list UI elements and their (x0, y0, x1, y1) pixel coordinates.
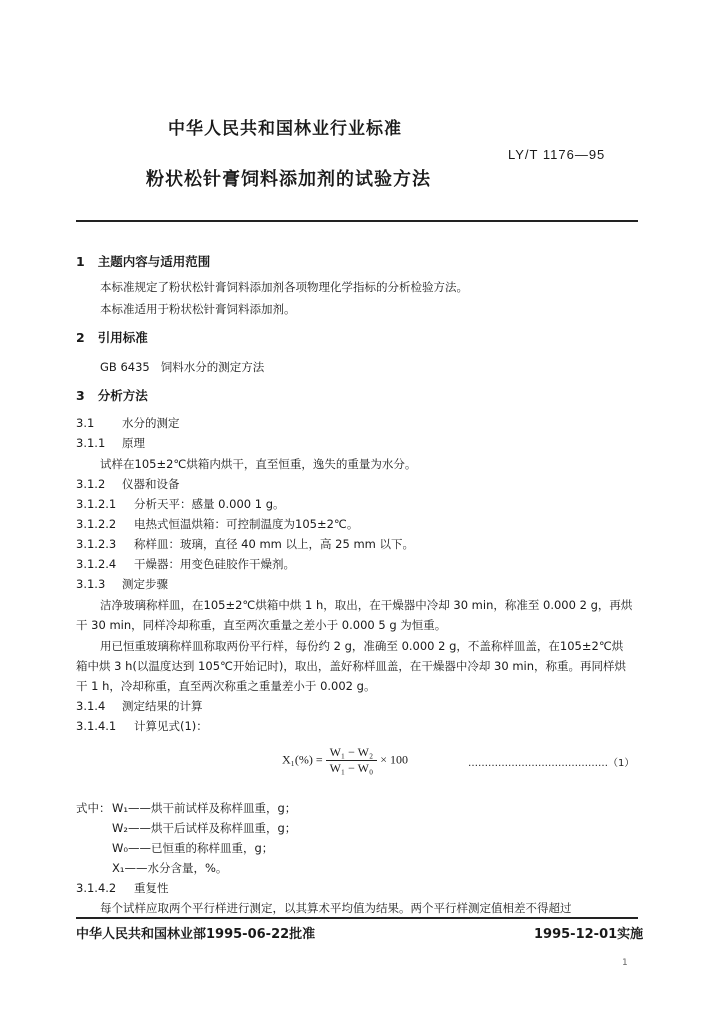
page-number: 1 (622, 958, 628, 968)
heading-3-1-2 (76, 476, 180, 492)
paragraph: 用已恒重玻璃称样皿称取两份平行样，每份约 2 g，准确至 0.000 2 g，不盖称样皿盖，在105±2℃烘 (100, 639, 624, 653)
clause-title: 水分的测定 (122, 416, 180, 430)
paragraph: 本标准规定了粉状松针膏饲料添加剂各项物理化学指标的分析检验方法。 (100, 280, 468, 294)
reference-entry (100, 359, 264, 375)
document-title: 粉状松针膏饲料添加剂的试验方法 (146, 169, 431, 190)
clause-title: 仪器和设备 (122, 477, 180, 491)
paragraph: 箱中烘 3 h(以温度达到 105℃开始记时)，取出，盖好称样皿盖，在干燥器中冷却 30 min，称重。再同样烘 (76, 659, 627, 673)
section-1-heading (76, 252, 210, 270)
reference-title: 饲料水分的测定方法 (160, 360, 265, 374)
section-title: 引用标准 (97, 330, 148, 345)
heading-3-1-4 (76, 698, 203, 714)
item-3-1-2-2 (76, 516, 358, 532)
section-number: 3 (76, 388, 85, 403)
clause-number: 3.1.2 (76, 477, 106, 491)
item-3-1-2-1 (76, 496, 285, 512)
formula-rhs: × 100 (380, 752, 408, 767)
heading-3-1 (76, 415, 180, 431)
clause-number: 3.1 (76, 416, 95, 430)
clause-title: 重复性 (134, 881, 169, 895)
heading-3-1-4-2 (76, 880, 169, 896)
variable-definition: W₁——烘干前试样及称样皿重，g； (112, 801, 297, 815)
clause-number: 3.1.2.1 (76, 497, 117, 511)
reference-code: GB 6435 (100, 360, 150, 374)
clause-text: 电热式恒温烘箱：可控制温度为105±2℃。 (134, 517, 359, 531)
moisture-formula (282, 745, 408, 776)
clause-text: 分析天平：感量 0.000 1 g。 (134, 497, 285, 511)
clause-number: 3.1.4.2 (76, 881, 117, 895)
section-number: 1 (76, 254, 85, 269)
section-2-heading (76, 328, 148, 346)
effective-date: 1995-12-01实施 (534, 927, 644, 942)
formula-denominator: W₁ − W₀ (329, 761, 374, 775)
item-3-1-2-4 (76, 556, 295, 572)
clause-number: 3.1.2.3 (76, 537, 117, 551)
formula-lhs: X₁(%) = (282, 752, 323, 767)
clause-title: 计算见式(1)： (134, 719, 208, 733)
clause-number: 3.1.4 (76, 699, 106, 713)
clause-number: 3.1.2.4 (76, 557, 117, 571)
formula-numerator: W₁ − W₂ (326, 745, 378, 761)
paragraph: 干 1 h，冷却称重，直至两次称重之重量差小于 0.002 g。 (76, 679, 376, 693)
equation-number: ……………………………………（1） (468, 758, 635, 769)
approval-date: 中华人民共和国林业部1995-06-22批准 (76, 927, 316, 942)
clause-title: 测定步骤 (122, 577, 168, 591)
heading-3-1-4-1 (76, 718, 208, 734)
clause-number: 3.1.1 (76, 436, 106, 450)
variable-definition: X₁——水分含量，%。 (112, 861, 228, 875)
section-title: 主题内容与适用范围 (97, 254, 211, 269)
paragraph: 每个试样应取两个平行样进行测定，以其算术平均值为结果。两个平行样测定值相差不得超过 (100, 901, 572, 915)
clause-number: 3.1.2.2 (76, 517, 117, 531)
header-divider (76, 220, 638, 222)
variable-definition: W₂——烘干后试样及称样皿重，g； (112, 821, 297, 835)
clause-title: 测定结果的计算 (122, 699, 203, 713)
standard-code: LY/T 1176—95 (508, 147, 606, 162)
where-label: 式中： (76, 801, 111, 815)
heading-3-1-3 (76, 576, 168, 592)
issuing-organization: 中华人民共和国林业行业标准 (168, 119, 402, 139)
section-3-heading (76, 386, 148, 404)
clause-number: 3.1.3 (76, 577, 106, 591)
paragraph: 本标准适用于粉状松针膏饲料添加剂。 (100, 302, 296, 316)
section-number: 2 (76, 330, 85, 345)
section-title: 分析方法 (97, 388, 148, 403)
clause-text: 干燥器：用变色硅胶作干燥剂。 (134, 557, 295, 571)
heading-3-1-1 (76, 435, 145, 451)
paragraph: 洁净玻璃称样皿，在105±2℃烘箱中烘 1 h，取出，在干燥器中冷却 30 min，称准至 0.000 2 g，再烘 (100, 598, 633, 612)
formula-fraction (326, 745, 378, 776)
clause-number: 3.1.4.1 (76, 719, 117, 733)
clause-text: 称样皿：玻璃，直径 40 mm 以上，高 25 mm 以下。 (134, 537, 415, 551)
item-3-1-2-3 (76, 536, 414, 552)
variable-definition: W₀——已恒重的称样皿重，g； (112, 841, 274, 855)
footer-divider (76, 917, 638, 919)
clause-title: 原理 (122, 436, 145, 450)
paragraph: 试样在105±2℃烘箱内烘干，直至恒重，逸失的重量为水分。 (100, 457, 417, 471)
paragraph: 干 30 min，同样冷却称重，直至两次重量之差小于 0.000 5 g 为恒重。 (76, 618, 447, 632)
